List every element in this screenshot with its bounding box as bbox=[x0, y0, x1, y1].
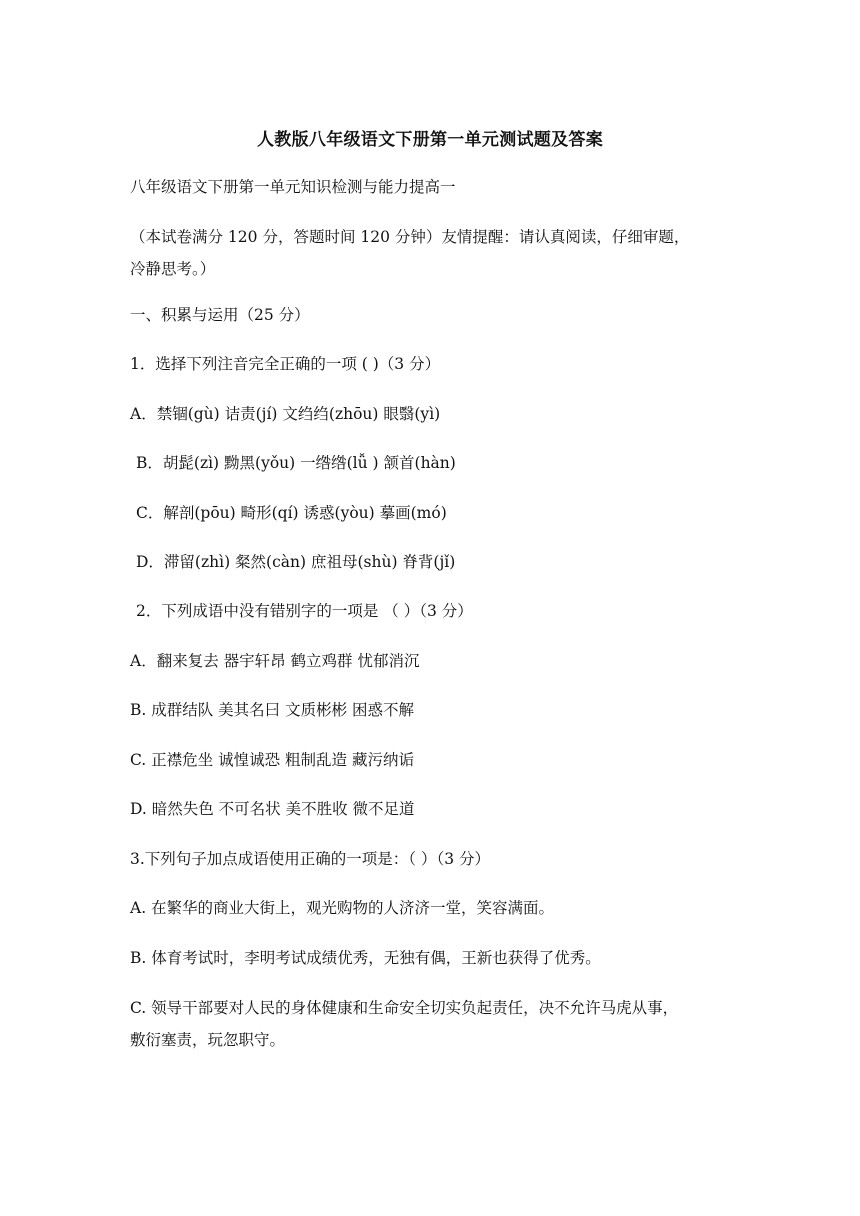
question-2-option-a: A．翻来复去 器宇轩昂 鹤立鸡群 忧郁消沉 bbox=[130, 652, 420, 670]
question-1-option-d: D．滞留(zhì) 粲然(càn) 庶祖母(shù) 脊背(jǐ) bbox=[136, 553, 456, 571]
notice-line-2: 冷静思考。） bbox=[130, 260, 216, 278]
question-1-option-b: B．胡髭(zì) 黝黑(yǒu) 一绺绺(lǚ ) 颔首(hàn) bbox=[136, 454, 456, 472]
question-1-option-c: C．解剖(pōu) 畸形(qí) 诱惑(yòu) 摹画(mó) bbox=[136, 504, 447, 522]
question-2-option-b: B. 成群结队 美其名曰 文质彬彬 困惑不解 bbox=[130, 701, 415, 719]
section-heading: 一、积累与运用（25 分） bbox=[130, 306, 310, 324]
question-1-option-a: A．禁锢(gù) 诘责(jí) 文绉绉(zhōu) 眼翳(yì) bbox=[130, 405, 441, 423]
document-title: 人教版八年级语文下册第一单元测试题及答案 bbox=[257, 130, 603, 150]
question-3-option-c-line-1: C. 领导干部要对人民的身体健康和生命安全切实负起责任，决不允许马虎从事， bbox=[130, 999, 679, 1017]
question-2-option-d: D. 暗然失色 不可名状 美不胜收 微不足道 bbox=[130, 800, 415, 818]
question-3-option-b: B. 体育考试时，李明考试成绩优秀，无独有偶，王新也获得了优秀。 bbox=[130, 949, 601, 967]
question-3-option-a: A. 在繁华的商业大街上，观光购物的人济济一堂，笑容满面。 bbox=[130, 899, 555, 917]
question-2-stem: 2．下列成语中没有错别字的一项是 （ ）（3 分） bbox=[136, 602, 473, 620]
question-2-option-c: C. 正襟危坐 诚惶诚恐 粗制乱造 藏污纳诟 bbox=[130, 751, 414, 769]
notice-line-1: （本试卷满分 120 分，答题时间 120 分钟）友情提醒：请认真阅读，仔细审题， bbox=[130, 228, 690, 246]
question-3-stem: 3.下列句子加点成语使用正确的一项是：（ ）（3 分） bbox=[130, 850, 491, 868]
document-subtitle: 八年级语文下册第一单元知识检测与能力提高一 bbox=[130, 178, 456, 196]
question-3-option-c-line-2: 敷衍塞责，玩忽职守。 bbox=[130, 1031, 286, 1049]
question-1-stem: 1．选择下列注音完全正确的一项 ( )（3 分） bbox=[130, 355, 441, 373]
